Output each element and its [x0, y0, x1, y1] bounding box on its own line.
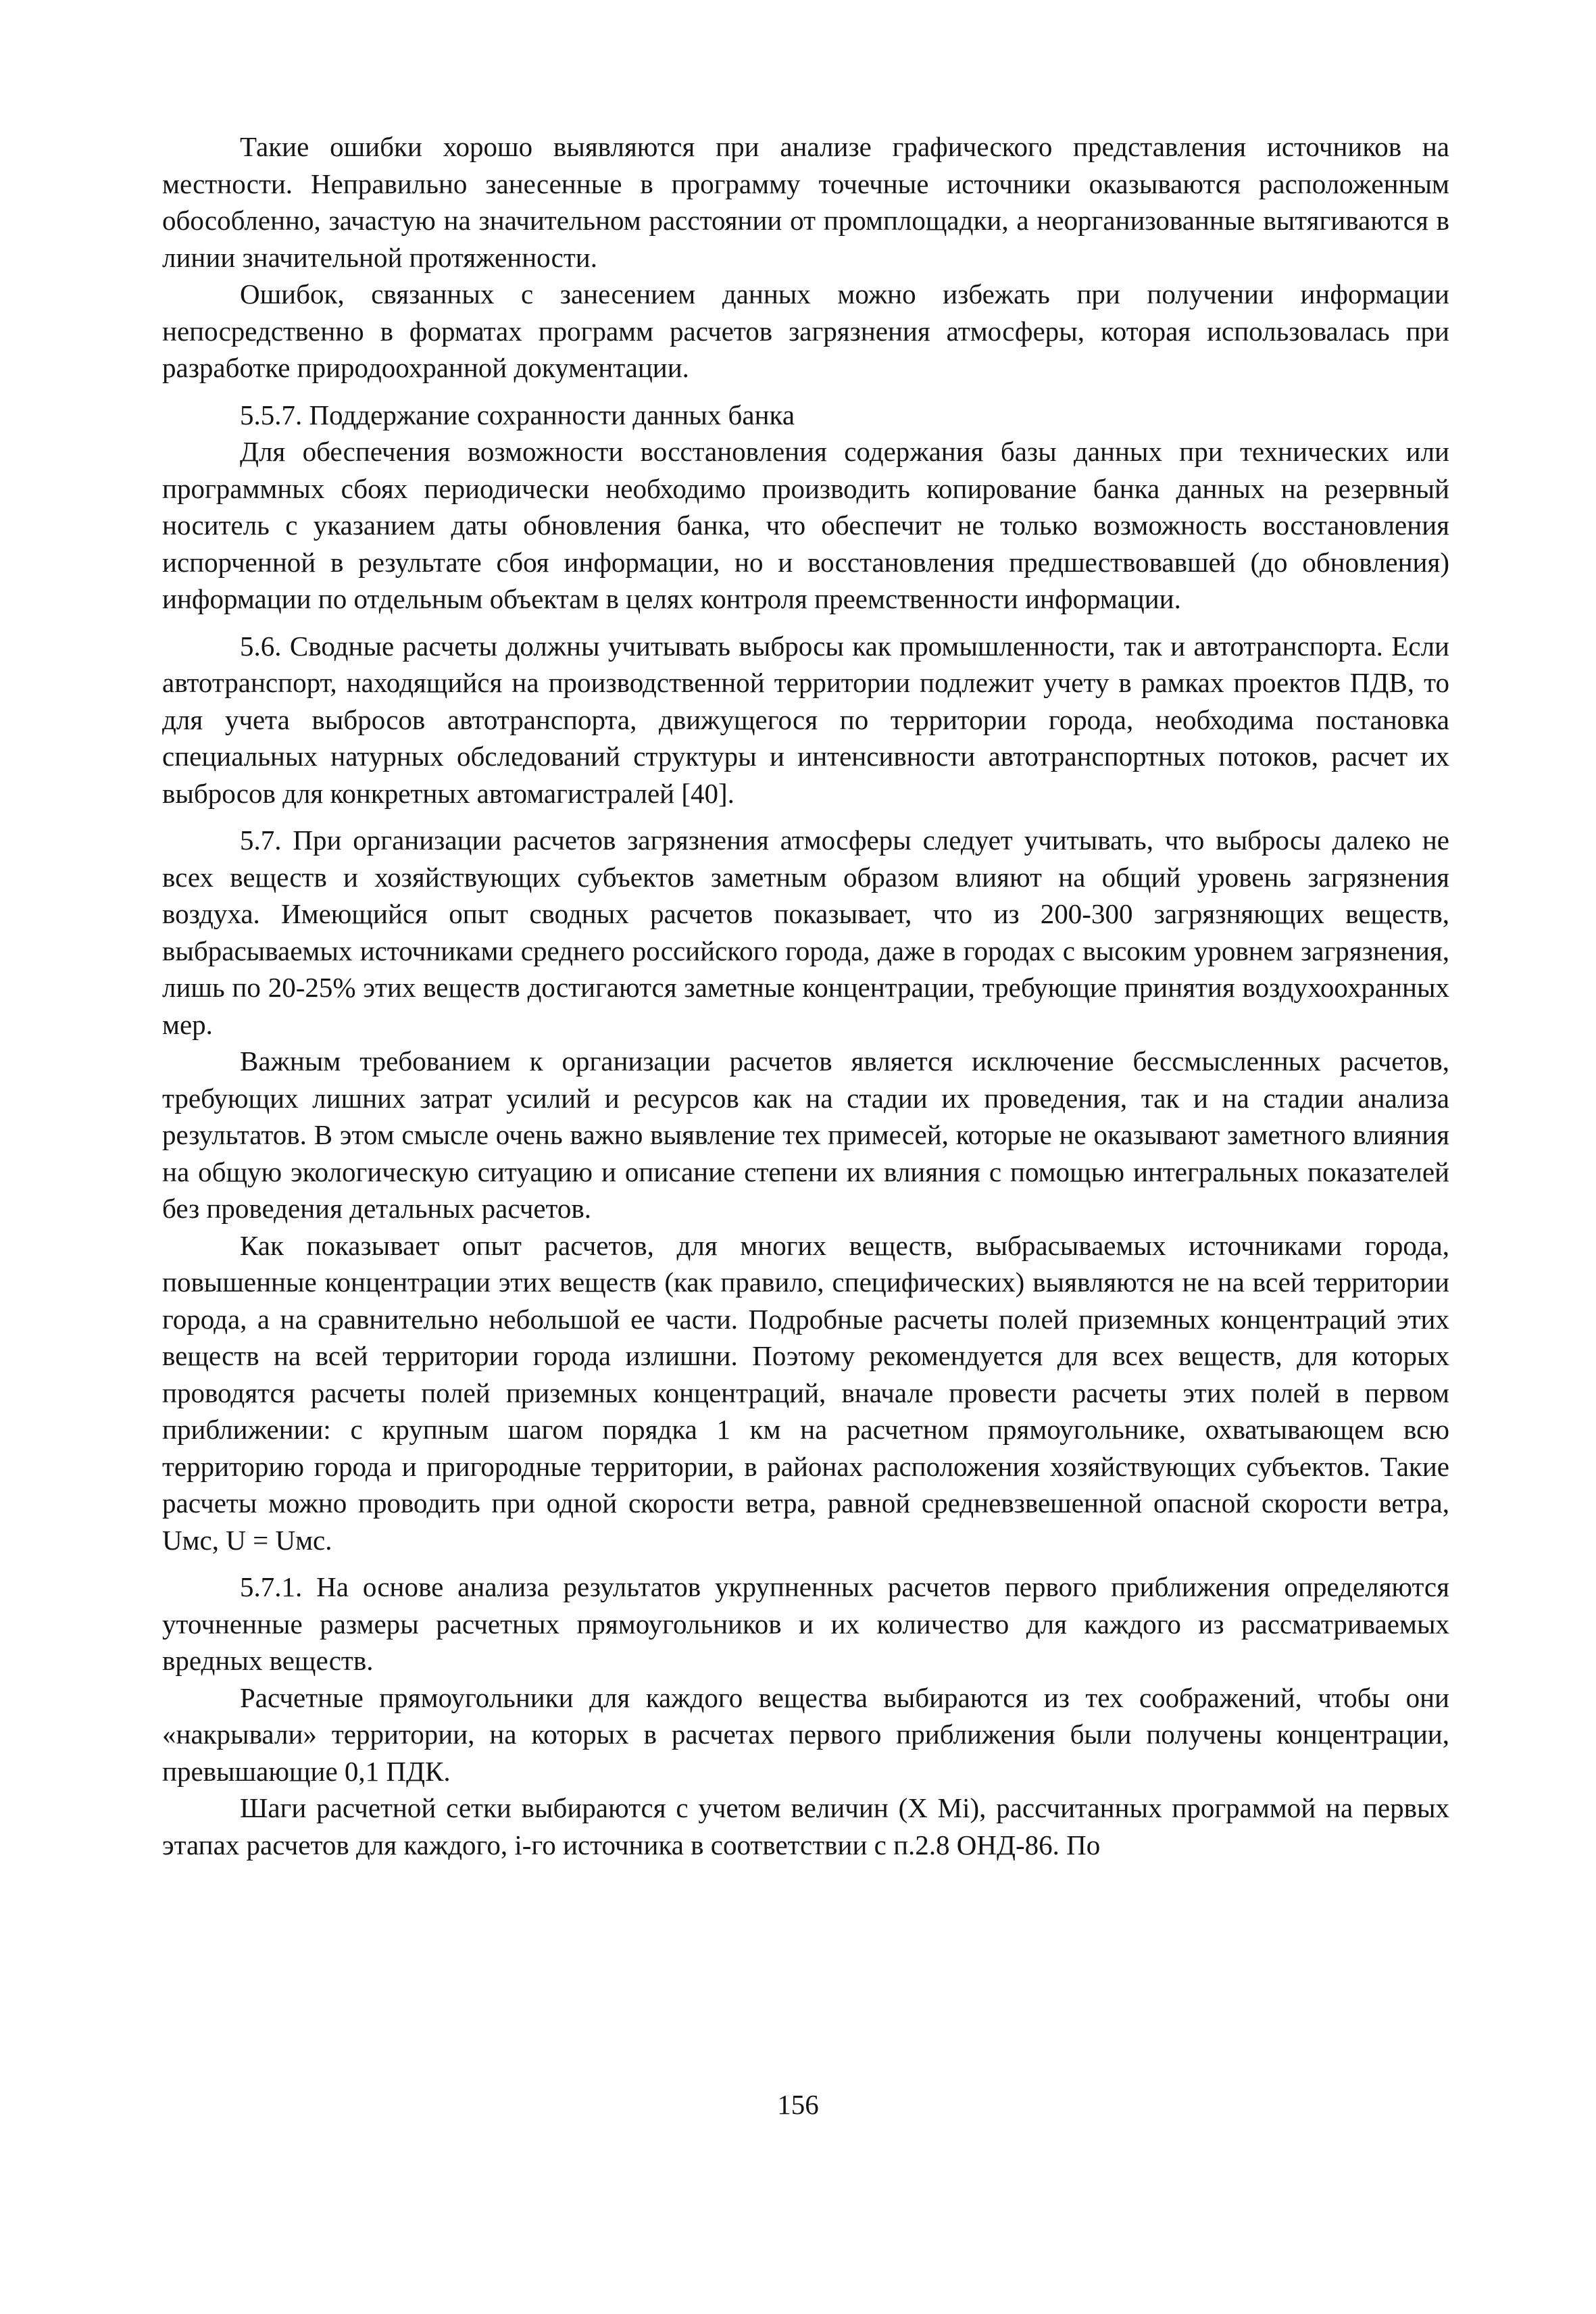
- paragraph-5-7: 5.7. При организации расчетов загрязнения атмосферы следует учитывать, что выбросы далеко не всех веществ и хозяйствующих субъектов заметным образом влияют на общий уровень загрязнения воздуха. Имеющийся опыт сводных расчетов показывает, что из 200-300 загрязняющих веществ, выбрасываемых источниками среднего российского города, даже в городах с высоким уровнем загрязнения, лишь по 20-25% этих веществ достигаются заметные концентрации, требующие принятия воздухоохранных мер.: [162, 824, 1449, 1040]
- paragraph-5-7-1: 5.7.1. На основе анализа результатов укрупненных расчетов первого приближения определяются уточненные размеры расчетных прямоугольников и их количество для каждого из рассматриваемых вредных веществ.: [162, 1571, 1449, 1676]
- paragraph-2: Ошибок, связанных с занесением данных можно избежать при получении информации непосредственно в форматах программ расчетов загрязнения атмосферы, которая использовалась при разработке природоохранной документации.: [162, 278, 1449, 383]
- section-heading-5-5-7: 5.5.7. Поддержание сохранности данных банка: [240, 399, 795, 430]
- paragraph-1: Такие ошибки хорошо выявляются при анализе графического представления источников на местности. Неправильно занесенные в программу точечные источники оказываются расположенным обособленно, зачастую на значительном расстоянии от промплощадки, а неорганизованные вытягиваются в линии значительной протяженности.: [162, 131, 1449, 273]
- paragraph-requirement: Важным требованием к организации расчетов является исключение бессмысленных расчетов, требующих лишних затрат усилий и ресурсов как на стадии их проведения, так и на стадии анализа результатов. В этом смысле очень важно выявление тех примесей, которые не оказывают заметного влияния на общую экологическую ситуацию и описание степени их влияния с помощью интегральных показателей без проведения детальных расчетов.: [162, 1045, 1449, 1224]
- paragraph-5-6: 5.6. Сводные расчеты должны учитывать выбросы как промышленности, так и автотранспорта. Если автотранспорт, находящийся на производственной территории подлежит учету в рамках проектов ПДВ, то для учета выбросов автотранспорта, движущегося по территории города, необходима постановка специальных натурных обследований структуры и интенсивности автотранспортных потоков, расчет их выбросов для конкретных автомагистралей [40].: [162, 630, 1449, 809]
- paragraph-grid-steps: Шаги расчетной сетки выбираются с учетом величин (X Mi), рассчитанных программой на первых этапах расчетов для каждого, i-го источника в соответствии с п.2.8 ОНД-86. По: [162, 1792, 1449, 1861]
- paragraph-experience: Как показывает опыт расчетов, для многих веществ, выбрасываемых источниками города, повышенные концентрации этих веществ (как правило, специфических) выявляются не на всей территории города, а на сравнительно небольшой ее части. Подробные расчеты полей приземных концентраций этих веществ на всей территории города излишни. Поэтому рекомендуется для всех веществ, для которых проводятся расчеты полей приземных концентраций, вначале провести расчеты этих полей в первом приближении: с крупным шагом порядка 1 км на расчетном прямоугольнике, охватывающем всю территорию города и пригородные территории, в районах расположения хозяйствующих субъектов. Такие расчеты можно проводить при одной скорости ветра, равной средневзвешенной опасной скорости ветра, Uмс, U = Uмс.: [162, 1229, 1449, 1556]
- document-page: [162, 128, 1449, 1863]
- paragraph-rectangles: Расчетные прямоугольники для каждого вещества выбираются из тех соображений, чтобы они «накрывали» территории, на которых в расчетах первого приближения были получены концентрации, превышающие 0,1 ПДК.: [162, 1681, 1449, 1787]
- page-number: 156: [777, 2089, 819, 2120]
- paragraph-3: Для обеспечения возможности восстановления содержания базы данных при технических или программных сбоях периодически необходимо производить копирование банка данных на резервный носитель с указанием даты обновления банка, что обеспечит не только возможность восстановления испорченной в результате сбоя информации, но и восстановления предшествовавшей (до обновления) информации по отдельным объектам в целях контроля преемственности информации.: [162, 436, 1449, 614]
